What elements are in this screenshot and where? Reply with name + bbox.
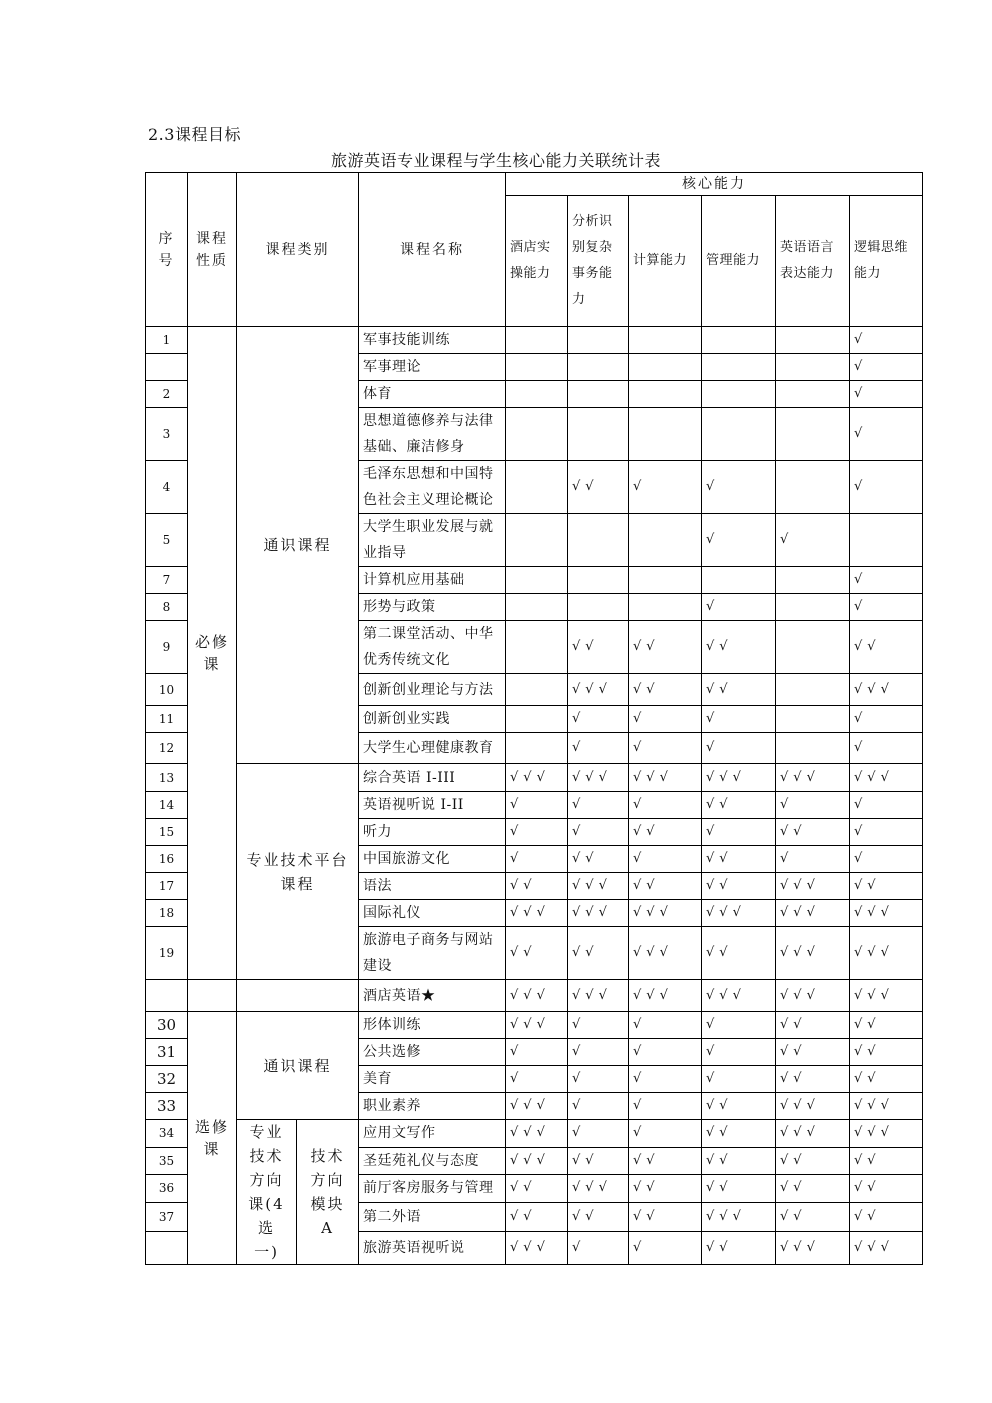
ability-mark-cell: √√√ <box>850 927 923 980</box>
ability-mark-cell: √ <box>850 567 923 594</box>
seq-cell: 2 <box>146 381 188 408</box>
ability-mark-cell: √√ <box>506 873 568 900</box>
ability-mark-cell: √ <box>629 1012 702 1039</box>
group-elective <box>188 1012 237 1265</box>
ability-mark-cell: √ <box>629 1066 702 1093</box>
ability-mark-cell: √ <box>629 792 702 819</box>
course-name-cell: 语法 <box>359 873 506 900</box>
course-name-cell: 职业素养 <box>359 1093 506 1120</box>
seq-cell: 33 <box>146 1093 188 1120</box>
ability-mark-cell: √√ <box>702 846 776 873</box>
ability-mark-cell <box>776 567 850 594</box>
ability-mark-cell <box>776 408 850 461</box>
group-elective-label: 选修课 <box>195 1118 230 1158</box>
ability-mark-cell: √ <box>568 1093 629 1120</box>
seq-cell: 17 <box>146 873 188 900</box>
seq-cell: 30 <box>146 1012 188 1039</box>
ability-mark-cell: √√ <box>629 1202 702 1232</box>
ability-mark-cell: √√ <box>702 1120 776 1148</box>
course-name-cell: 体育 <box>359 381 506 408</box>
ability-mark-cell: √ <box>850 381 923 408</box>
ability-mark-cell <box>629 567 702 594</box>
ability-mark-cell: √√ <box>776 1012 850 1039</box>
seq-cell: 7 <box>146 567 188 594</box>
course-name-cell: 酒店英语★ <box>359 980 506 1012</box>
ability-mark-cell: √√√ <box>776 873 850 900</box>
ability-mark-cell: √ <box>629 461 702 514</box>
header-ability-3: 计算能力 <box>629 196 702 327</box>
ability-mark-cell <box>568 594 629 621</box>
ability-mark-cell: √√√ <box>506 900 568 927</box>
seq-cell: 11 <box>146 706 188 733</box>
ability-mark-cell: √√√ <box>568 1175 629 1203</box>
course-name-cell: 公共选修 <box>359 1039 506 1066</box>
ability-mark-cell: √√√ <box>629 900 702 927</box>
ability-mark-cell: √√√ <box>506 1093 568 1120</box>
ability-mark-cell: √√ <box>850 873 923 900</box>
ability-mark-cell: √√√ <box>850 980 923 1012</box>
seq-cell <box>146 354 188 381</box>
ability-mark-cell: √ <box>568 1012 629 1039</box>
table-row <box>146 1120 923 1148</box>
course-name-cell: 大学生职业发展与就业指导 <box>359 514 506 567</box>
ability-mark-cell: √√ <box>506 1202 568 1232</box>
group-direction <box>237 1120 297 1265</box>
ability-mark-cell: √ <box>850 846 923 873</box>
ability-mark-cell <box>568 408 629 461</box>
ability-mark-cell: √√√ <box>506 1232 568 1265</box>
ability-mark-cell: √ <box>702 1012 776 1039</box>
course-name-cell: 应用文写作 <box>359 1120 506 1148</box>
ability-mark-cell <box>568 354 629 381</box>
header-core-ability: 核心能力 <box>506 173 923 196</box>
ability-mark-cell: √√√ <box>776 980 850 1012</box>
header-category: 课程类别 <box>237 173 359 327</box>
ability-mark-cell: √√√ <box>776 1093 850 1120</box>
group-general <box>237 327 359 764</box>
table-row <box>146 980 923 1012</box>
ability-mark-cell: √ <box>850 594 923 621</box>
seq-cell: 14 <box>146 792 188 819</box>
ability-mark-cell: √√ <box>850 621 923 674</box>
ability-mark-cell: √ <box>776 514 850 567</box>
ability-mark-cell: √ <box>629 1093 702 1120</box>
ability-mark-cell: √ <box>629 733 702 764</box>
ability-mark-cell: √ <box>850 327 923 354</box>
group-direction-label: 专业技术方向课(4选一) <box>248 1123 285 1261</box>
ability-mark-cell: √ <box>568 706 629 733</box>
group-general-elective-label: 通识课程 <box>263 1056 332 1075</box>
ability-mark-cell: √√ <box>850 1066 923 1093</box>
ability-mark-cell: √√ <box>629 674 702 706</box>
course-name-cell: 旅游电子商务与网站建设 <box>359 927 506 980</box>
table-row <box>146 327 923 354</box>
ability-mark-cell: √√ <box>702 1175 776 1203</box>
table-row <box>146 764 923 792</box>
ability-mark-cell <box>506 354 568 381</box>
seq-cell: 9 <box>146 621 188 674</box>
ability-mark-cell: √√ <box>629 1175 702 1203</box>
ability-mark-cell: √ <box>776 792 850 819</box>
ability-mark-cell <box>776 461 850 514</box>
course-name-cell: 综合英语 I-III <box>359 764 506 792</box>
ability-mark-cell: √√√ <box>776 1120 850 1148</box>
ability-mark-cell <box>629 408 702 461</box>
ability-mark-cell: √ <box>629 1039 702 1066</box>
header-name: 课程名称 <box>359 173 506 327</box>
ability-mark-cell: √√ <box>850 1039 923 1066</box>
ability-mark-cell: √√ <box>629 873 702 900</box>
course-name-cell: 前厅客房服务与管理 <box>359 1175 506 1203</box>
ability-mark-cell: √ <box>702 819 776 846</box>
header-ability-4: 管理能力 <box>702 196 776 327</box>
group-required <box>188 327 237 980</box>
ability-mark-cell: √√ <box>850 1175 923 1203</box>
ability-mark-cell: √√√ <box>506 1147 568 1175</box>
empty-nature <box>188 980 237 1012</box>
ability-mark-cell <box>506 381 568 408</box>
ability-mark-cell <box>776 706 850 733</box>
ability-mark-cell: √√ <box>850 1012 923 1039</box>
course-name-cell: 形体训练 <box>359 1012 506 1039</box>
ability-mark-cell: √ <box>776 846 850 873</box>
ability-mark-cell: √ <box>850 461 923 514</box>
ability-mark-cell: √√√ <box>702 900 776 927</box>
ability-mark-cell: √√√ <box>568 764 629 792</box>
ability-mark-cell: √√√ <box>702 1202 776 1232</box>
course-name-cell: 毛泽东思想和中国特色社会主义理论概论 <box>359 461 506 514</box>
ability-mark-cell: √ <box>506 846 568 873</box>
ability-mark-cell: √ <box>702 1066 776 1093</box>
ability-mark-cell <box>568 514 629 567</box>
ability-mark-cell: √√√ <box>629 980 702 1012</box>
ability-mark-cell: √ <box>568 1066 629 1093</box>
header-ability-1: 酒店实操能力 <box>506 196 568 327</box>
ability-mark-cell: √√ <box>776 1202 850 1232</box>
ability-mark-cell <box>506 408 568 461</box>
course-name-cell: 思想道德修养与法律基础、廉洁修身 <box>359 408 506 461</box>
group-general-label: 通识课程 <box>263 536 332 554</box>
ability-mark-cell: √ <box>850 819 923 846</box>
ability-mark-cell: √√ <box>776 1039 850 1066</box>
header-ability-2: 分析识别复杂事务能力 <box>568 196 629 327</box>
seq-cell: 35 <box>146 1147 188 1175</box>
seq-cell: 15 <box>146 819 188 846</box>
header-ability-6: 逻辑思维能力 <box>850 196 923 327</box>
group-platform-label: 专业技术平台课程 <box>246 850 349 893</box>
ability-mark-cell: √√√ <box>629 927 702 980</box>
ability-mark-cell: √√√ <box>776 927 850 980</box>
course-name-cell: 军事理论 <box>359 354 506 381</box>
ability-mark-cell: √ <box>702 461 776 514</box>
course-name-cell: 英语视听说 I-II <box>359 792 506 819</box>
ability-mark-cell: √ <box>702 706 776 733</box>
seq-cell: 10 <box>146 674 188 706</box>
ability-mark-cell <box>776 381 850 408</box>
header-seq: 序号 <box>146 173 188 327</box>
ability-mark-cell: √√ <box>702 1093 776 1120</box>
course-name-cell: 国际礼仪 <box>359 900 506 927</box>
course-name-cell: 创新创业实践 <box>359 706 506 733</box>
ability-mark-cell: √√√ <box>702 980 776 1012</box>
ability-mark-cell: √√ <box>850 1147 923 1175</box>
ability-mark-cell: √√√ <box>506 1012 568 1039</box>
ability-mark-cell <box>702 381 776 408</box>
ability-mark-cell: √√ <box>850 1202 923 1232</box>
seq-cell: 8 <box>146 594 188 621</box>
group-module <box>297 1120 359 1265</box>
seq-cell: 31 <box>146 1039 188 1066</box>
ability-mark-cell: √ <box>702 594 776 621</box>
ability-mark-cell: √√√ <box>702 764 776 792</box>
ability-mark-cell: √ <box>506 1066 568 1093</box>
ability-mark-cell <box>776 594 850 621</box>
course-name-cell: 圣廷苑礼仪与态度 <box>359 1147 506 1175</box>
ability-mark-cell <box>506 594 568 621</box>
seq-cell: 3 <box>146 408 188 461</box>
group-platform <box>237 764 359 980</box>
ability-mark-cell <box>776 733 850 764</box>
group-required-label: 必修课 <box>195 633 230 673</box>
ability-mark-cell: √√√ <box>850 1232 923 1265</box>
ability-mark-cell: √√ <box>702 927 776 980</box>
header-nature: 课程性质 <box>188 173 237 327</box>
ability-mark-cell: √√√ <box>568 873 629 900</box>
ability-mark-cell <box>702 327 776 354</box>
ability-mark-cell <box>629 514 702 567</box>
course-name-cell: 中国旅游文化 <box>359 846 506 873</box>
seq-cell: 34 <box>146 1120 188 1148</box>
ability-mark-cell: √√√ <box>506 1120 568 1148</box>
course-name-cell: 听力 <box>359 819 506 846</box>
ability-mark-cell: √√ <box>776 819 850 846</box>
course-name-cell: 第二课堂活动、中华优秀传统文化 <box>359 621 506 674</box>
ability-mark-cell: √ <box>629 1232 702 1265</box>
ability-mark-cell: √√ <box>702 792 776 819</box>
ability-mark-cell <box>506 733 568 764</box>
ability-mark-cell: √√ <box>776 1147 850 1175</box>
seq-cell: 19 <box>146 927 188 980</box>
ability-mark-cell: √√ <box>629 819 702 846</box>
group-general-elective <box>237 1012 359 1120</box>
ability-mark-cell: √√√ <box>850 764 923 792</box>
ability-mark-cell: √√ <box>506 1175 568 1203</box>
course-name-cell: 美育 <box>359 1066 506 1093</box>
ability-mark-cell: √√ <box>776 1175 850 1203</box>
ability-mark-cell: √√ <box>506 927 568 980</box>
course-name-cell: 第二外语 <box>359 1202 506 1232</box>
ability-mark-cell: √√ <box>568 1147 629 1175</box>
header-ability-5: 英语语言表达能力 <box>776 196 850 327</box>
ability-mark-cell: √ <box>702 733 776 764</box>
ability-mark-cell <box>506 514 568 567</box>
course-name-cell: 形势与政策 <box>359 594 506 621</box>
ability-mark-cell <box>506 621 568 674</box>
ability-mark-cell: √√ <box>629 621 702 674</box>
ability-mark-cell <box>568 327 629 354</box>
ability-mark-cell: √ <box>850 792 923 819</box>
section-heading: 2.3课程目标 <box>148 125 241 144</box>
seq-cell: 32 <box>146 1066 188 1093</box>
seq-cell <box>146 980 188 1012</box>
ability-mark-cell <box>629 327 702 354</box>
ability-mark-cell: √ <box>568 792 629 819</box>
ability-mark-cell: √ <box>568 733 629 764</box>
ability-mark-cell: √√√ <box>850 674 923 706</box>
seq-cell: 36 <box>146 1175 188 1203</box>
ability-mark-cell: √ <box>506 792 568 819</box>
ability-mark-cell <box>506 706 568 733</box>
seq-cell: 13 <box>146 764 188 792</box>
ability-mark-cell: √√√ <box>850 900 923 927</box>
seq-cell: 12 <box>146 733 188 764</box>
ability-mark-cell: √ <box>850 354 923 381</box>
ability-mark-cell: √√√ <box>568 674 629 706</box>
ability-mark-cell <box>629 381 702 408</box>
ability-mark-cell: √ <box>568 1039 629 1066</box>
ability-mark-cell: √√√ <box>850 1120 923 1148</box>
ability-mark-cell <box>629 594 702 621</box>
ability-mark-cell: √√ <box>568 1202 629 1232</box>
seq-cell: 5 <box>146 514 188 567</box>
ability-mark-cell <box>506 461 568 514</box>
course-name-cell: 军事技能训练 <box>359 327 506 354</box>
ability-mark-cell: √√√ <box>776 1232 850 1265</box>
ability-mark-cell: √ <box>568 1120 629 1148</box>
ability-mark-cell: √√ <box>568 461 629 514</box>
seq-cell: 16 <box>146 846 188 873</box>
course-name-cell: 大学生心理健康教育 <box>359 733 506 764</box>
ability-mark-cell: √√ <box>776 1066 850 1093</box>
table-row <box>146 1012 923 1039</box>
ability-mark-cell: √ <box>850 733 923 764</box>
ability-mark-cell <box>702 567 776 594</box>
ability-mark-cell: √ <box>850 408 923 461</box>
ability-mark-cell <box>776 674 850 706</box>
ability-mark-cell <box>568 567 629 594</box>
ability-mark-cell: √√ <box>702 621 776 674</box>
ability-mark-cell <box>568 381 629 408</box>
ability-mark-cell <box>776 621 850 674</box>
ability-mark-cell <box>850 514 923 567</box>
seq-cell: 18 <box>146 900 188 927</box>
ability-mark-cell: √√√ <box>776 764 850 792</box>
ability-mark-cell: √ <box>702 1039 776 1066</box>
seq-cell <box>146 1232 188 1265</box>
ability-mark-cell: √√ <box>702 1147 776 1175</box>
ability-mark-cell: √ <box>629 706 702 733</box>
empty-category <box>237 980 359 1012</box>
ability-mark-cell <box>506 567 568 594</box>
ability-mark-cell <box>506 674 568 706</box>
ability-mark-cell: √√ <box>568 927 629 980</box>
ability-mark-cell <box>702 354 776 381</box>
ability-mark-cell: √√√ <box>568 980 629 1012</box>
ability-mark-cell: √ <box>629 846 702 873</box>
course-ability-table <box>145 172 923 1265</box>
ability-mark-cell <box>506 327 568 354</box>
seq-cell: 37 <box>146 1202 188 1232</box>
ability-mark-cell: √√√ <box>506 980 568 1012</box>
course-name-cell: 创新创业理论与方法 <box>359 674 506 706</box>
table-title: 旅游英语专业课程与学生核心能力关联统计表 <box>330 151 661 170</box>
ability-mark-cell <box>776 354 850 381</box>
course-name-cell: 计算机应用基础 <box>359 567 506 594</box>
ability-mark-cell: √ <box>850 706 923 733</box>
ability-mark-cell: √ <box>506 819 568 846</box>
ability-mark-cell: √ <box>568 1232 629 1265</box>
ability-mark-cell: √ <box>506 1039 568 1066</box>
ability-mark-cell: √√ <box>702 873 776 900</box>
course-name-cell: 旅游英语视听说 <box>359 1232 506 1265</box>
ability-mark-cell <box>702 408 776 461</box>
ability-mark-cell: √√ <box>568 621 629 674</box>
ability-mark-cell: √√ <box>702 674 776 706</box>
ability-mark-cell: √ <box>702 514 776 567</box>
group-module-label: 技术方向模块A <box>310 1147 345 1237</box>
ability-mark-cell: √ <box>568 819 629 846</box>
ability-mark-cell <box>776 327 850 354</box>
ability-mark-cell: √√ <box>702 1232 776 1265</box>
ability-mark-cell <box>629 354 702 381</box>
ability-mark-cell: √√ <box>629 1147 702 1175</box>
ability-mark-cell: √√√ <box>568 900 629 927</box>
ability-mark-cell: √√√ <box>776 900 850 927</box>
seq-cell: 1 <box>146 327 188 354</box>
seq-cell: 4 <box>146 461 188 514</box>
ability-mark-cell: √√√ <box>629 764 702 792</box>
ability-mark-cell: √ <box>629 1120 702 1148</box>
ability-mark-cell: √√√ <box>506 764 568 792</box>
ability-mark-cell: √√ <box>568 846 629 873</box>
ability-mark-cell: √√√ <box>850 1093 923 1120</box>
